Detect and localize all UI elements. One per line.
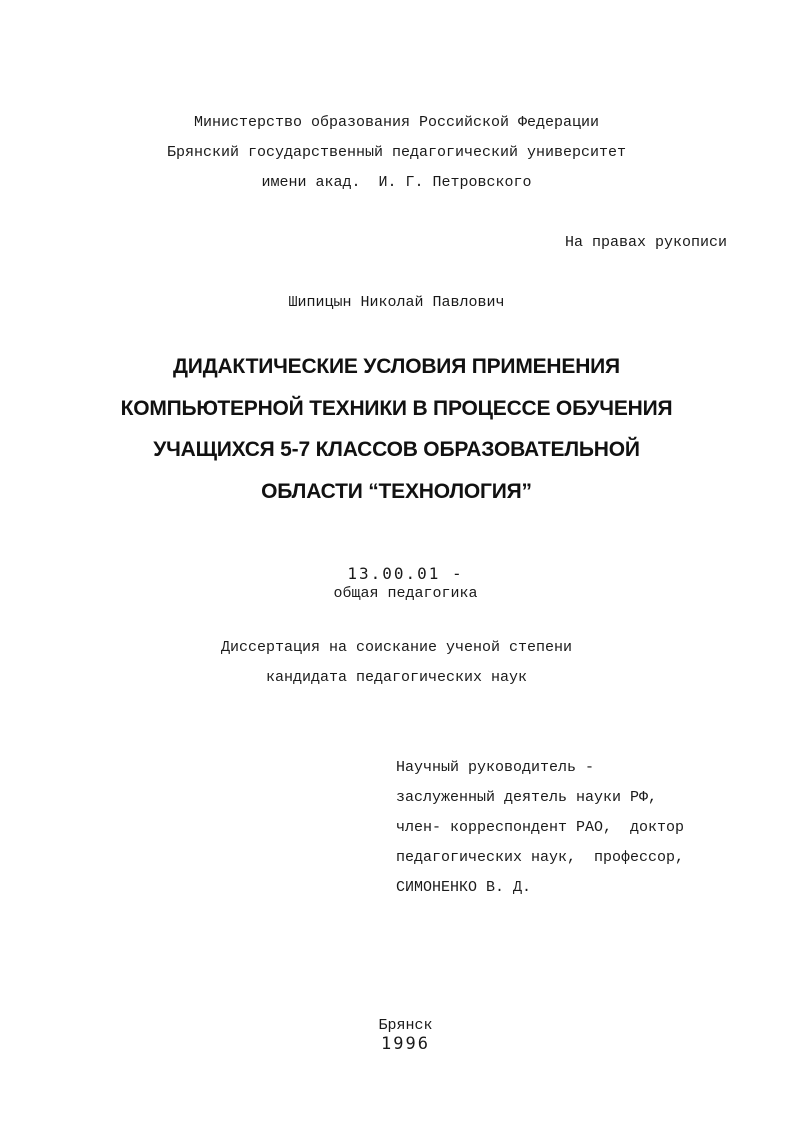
supervisor-line-4: педагогических наук, профессор, [396,849,685,866]
year: 1996 [381,1034,430,1054]
title-line-1: ДИДАКТИЧЕСКИЕ УСЛОВИЯ ПРИМЕНЕНИЯ [173,355,620,378]
university-line: Брянский государственный педагогический университет [166,144,627,161]
title-line-3: УЧАЩИХСЯ 5-7 КЛАССОВ ОБРАЗОВАТЕЛЬНОЙ [153,438,640,461]
named-after-line: имени акад. И. Г. Петровского [261,174,532,191]
specialty-name: общая педагогика [333,585,478,602]
rights-note: На правах рукописи [564,234,727,251]
title-line-4: ОБЛАСТИ “ТЕХНОЛОГИЯ” [261,480,532,503]
specialty-line [0,547,793,603]
author-name: Шипицын Николай Павлович [288,294,505,311]
supervisor-name: СИМОНЕНКО В. Д. [396,879,532,896]
supervisor-line-1: Научный руководитель - [396,759,595,776]
title-line-2: КОМПЬЮТЕРНОЙ ТЕХНИКИ В ПРОЦЕССЕ ОБУЧЕНИЯ [120,397,673,420]
specialty-code: 13.00.01 - [347,564,464,583]
degree-line-1: Диссертация на соискание ученой степени [220,639,573,656]
supervisor-line-2: заслуженный деятель науки РФ, [396,789,658,806]
ministry-line: Министерство образования Российской Федерации [193,114,600,131]
degree-line-2: кандидата педагогических наук [265,669,528,686]
supervisor-line-3: член- корреспондент РАО, доктор [396,819,685,836]
city: Брянск [378,1017,433,1034]
footer-line [0,999,793,1055]
